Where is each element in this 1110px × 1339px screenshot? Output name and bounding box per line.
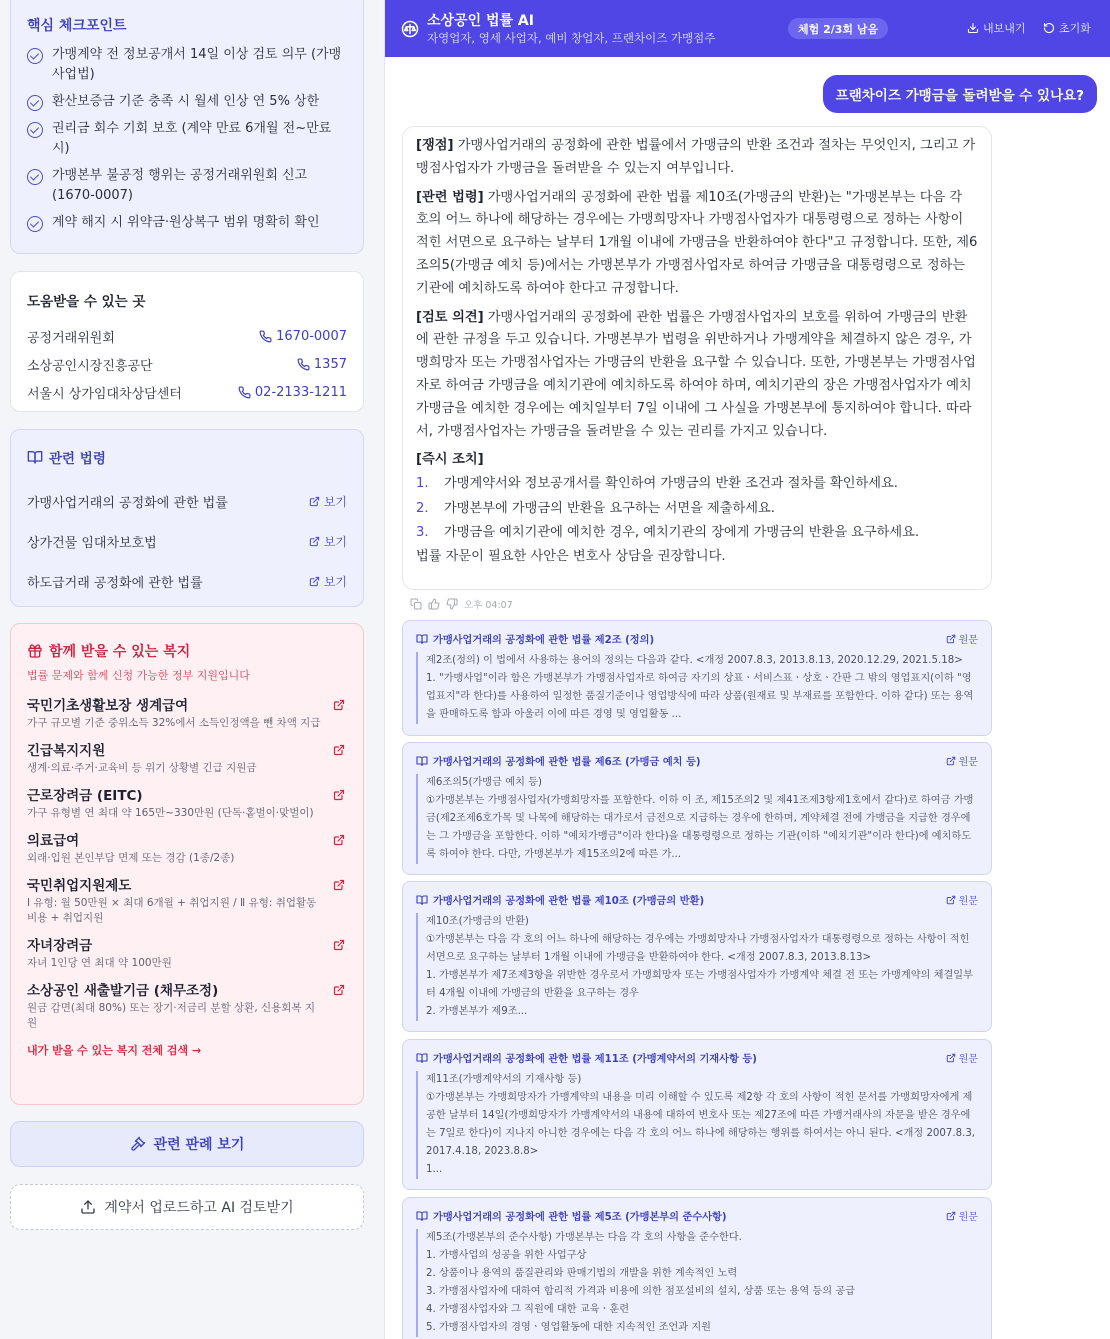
help-phone-link[interactable]	[259, 329, 347, 344]
chat-header-titles	[427, 12, 715, 46]
check-circle-icon	[27, 122, 43, 138]
checkpoint-item	[27, 45, 347, 85]
external-link-icon[interactable]	[333, 984, 345, 996]
source-original-link[interactable]	[946, 753, 978, 768]
welfare-item-desc: 외래·입원 본인부담 면제 또는 경감 (1종/2종)	[27, 852, 235, 864]
law-name: 하도급거래 공정화에 관한 법률	[27, 575, 203, 591]
upload-contract-label: 계약서 업로드하고 AI 검토받기	[104, 1200, 294, 1216]
source-title	[416, 631, 654, 646]
answer-review-label: [검토 의견]	[416, 309, 484, 325]
external-link-icon[interactable]	[333, 834, 345, 846]
reset-label: 초기화	[1059, 22, 1091, 35]
help-row	[27, 378, 347, 406]
download-icon	[967, 22, 979, 34]
answer-law-text: 가맹사업거래의 공정화에 관한 법률 제10조(가맹금의 반환)는 "가맹본부는 다음 각 호의 어느 하나에 해당하는 경우에는 가맹희망자나 가맹점사업자가 대통령령으로 정하는 사항이 적힌 서면으로 요구하는 날부터 1개월 이내에 가맹금을 반환하여야 한다"고 규정합니다. 또한, 제6조의5(가맹금 예치 등)에서는 가맹본부가 가맹점사업자로 하여금 가맹금을 대통령령으로 정하는 기관에 예치하도록 하여야 한다고 규정합니다.	[416, 189, 978, 296]
source-title	[416, 1050, 757, 1065]
source-card-header	[416, 631, 978, 646]
action-number: 2.	[416, 500, 429, 516]
check-circle-icon	[27, 48, 43, 64]
chat-panel	[384, 0, 1110, 1339]
welfare-item[interactable]	[27, 937, 347, 971]
law-view-label: 보기	[323, 534, 347, 549]
phone-icon	[259, 330, 272, 343]
action-text: 가맹금을 예치기관에 예치한 경우, 예치기관의 장에게 가맹금의 반환을 요구하세요.	[444, 525, 920, 541]
welfare-search-all-link[interactable]: 내가 받을 수 있는 복지 전체 검색 →	[27, 1044, 202, 1057]
source-card-header	[416, 892, 978, 907]
welfare-item-name: 자녀장려금	[27, 938, 93, 954]
thumbs-down-icon[interactable]	[446, 598, 458, 610]
welfare-subtitle: 법률 문제와 함께 신청 가능한 정부 지원입니다	[27, 669, 250, 682]
law-view-link[interactable]	[309, 573, 347, 590]
sidebar	[0, 0, 374, 1339]
action-text: 가맹계약서와 정보공개서를 확인하여 가맹금의 반환 조건과 절차를 확인하세요.	[444, 476, 898, 492]
copy-icon[interactable]	[410, 598, 422, 610]
source-card	[402, 1039, 992, 1190]
book-open-icon	[416, 755, 428, 767]
help-phone-number: 1357	[313, 356, 347, 372]
help-phone-number: 02-2133-1211	[254, 384, 347, 400]
help-org-name: 공정거래위원회	[27, 330, 115, 346]
external-link-icon	[309, 576, 320, 587]
checkpoint-text: 가맹본부 불공정 행위는 공정거래위원회 신고 (1670-0007)	[52, 168, 308, 203]
answer-issue-label: [쟁점]	[416, 138, 454, 153]
source-original-label: 원문	[958, 896, 978, 907]
law-row	[27, 521, 347, 561]
law-view-label: 보기	[323, 494, 347, 509]
checkpoint-text: 환산보증금 기준 충족 시 월세 인상 연 5% 상한	[52, 94, 320, 109]
external-link-icon	[946, 895, 956, 905]
checkpoint-text: 계약 해지 시 위약금·원상복구 범위 명확히 확인	[52, 215, 320, 230]
book-open-icon	[27, 449, 43, 465]
source-original-label: 원문	[958, 635, 978, 646]
answer-issue	[416, 135, 978, 181]
answer-closing: 법률 자문이 필요한 사안은 변호사 상담을 권장합니다.	[416, 548, 726, 564]
source-title-text: 가맹사업거래의 공정화에 관한 법률 제5조 (가맹본부의 준수사항)	[433, 1212, 727, 1223]
reset-button[interactable]	[1043, 20, 1091, 36]
message-time: 오후 04:07	[464, 600, 513, 611]
external-link-icon	[309, 536, 320, 547]
source-excerpt: 제6조의5(가맹금 예치 등) ①가맹본부는 가맹점사업자(가맹희망자를 포함한다. 이하 이 조, 제15조의2 및 제41조제3항제1호에서 같다)로 하여금 가맹금(제2조제6호가목 및 나목에 해당하는 대가로서 금전으로 지급하는 경우에 한하며, 계약체결 전에 가맹금을 지급한 경우에는 그 가맹금을 포함한다. 이하 "예치가맹금"이라 한다)을 대통령령으로 정하는 기관(이하 "예치기관"이라 한다)에 예치하도록 하여야 한다. 다만, 가맹본부가 제15조의2에 따른 가...	[416, 774, 978, 864]
welfare-item[interactable]	[27, 832, 347, 866]
thumbs-up-icon[interactable]	[428, 598, 440, 610]
checkpoint-text: 가맹계약 전 정보공개서 14일 이상 검토 의무 (가맹사업법)	[52, 47, 342, 82]
welfare-title: 함께 받을 수 있는 복지	[49, 644, 191, 660]
answer-law-label: [관련 법령]	[416, 189, 484, 205]
source-original-link[interactable]	[946, 1050, 978, 1065]
source-card-header	[416, 753, 978, 768]
source-card-header	[416, 1208, 978, 1223]
welfare-item[interactable]	[27, 877, 347, 926]
law-view-link[interactable]	[309, 533, 347, 550]
scale-logo-icon	[401, 20, 419, 38]
answer-review-text: 가맹사업거래의 공정화에 관한 법률은 가맹점사업자의 보호를 위하여 가맹금의 반환에 관한 규정을 두고 있습니다. 가맹본부가 법령을 위반하거나 가맹계약을 체결하지 않은 경우, 가맹희망자 또는 가맹점사업자는 가맹금의 반환을 요구할 수 있습니다. 또한, 가맹본부는 가맹점사업자로 하여금 가맹금을 예치기관에 예치하도록 하여야 하며, 예치기관의 장은 가맹점사업자가 예치가맹금을 예치한 경우에는 예치일부터 7일 이내에 그 사실을 가맹본부에 통지하여야 합니다. 따라서, 가맹점사업자는 가맹금을 돌려받을 수 있는 권리를 가지고 있습니다.	[416, 309, 976, 439]
checkpoint-text: 권리금 회수 기회 보호 (계약 만료 6개월 전~만료시)	[52, 121, 332, 156]
related-laws-header	[27, 447, 347, 467]
message-actions	[410, 597, 513, 611]
checkpoints-title: 핵심 체크포인트	[27, 18, 127, 34]
answer-review	[416, 307, 978, 444]
gavel-icon	[130, 1136, 146, 1152]
help-org-name: 서울시 상가임대차상담센터	[27, 386, 182, 402]
action-text: 가맹본부에 가맹금의 반환을 요구하는 서면을 제출하세요.	[444, 500, 775, 516]
source-original-link[interactable]	[946, 631, 978, 646]
source-title-text: 가맹사업거래의 공정화에 관한 법률 제2조 (정의)	[433, 635, 655, 646]
external-link-icon[interactable]	[333, 789, 345, 801]
source-excerpt: 제2조(정의) 이 법에서 사용하는 용어의 정의는 다음과 같다. <개정 2007.8.3, 2013.8.13, 2020.12.29, 2021.5.18> 1. "가맹사업"이라 함은 가맹본부가 가맹점사업자로 하여금 자기의 상표ㆍ서비스표ㆍ상호ㆍ간판 그 밖의 영업표지(이하 "영업표지"라 한다)를 사용하여 일정한 품질기준이나 영업방식에 따라 상품(원재료 및 부재료를 포함한다. 이하 같다) 또는 용역을 판매하도록 함과 아울러 이에 따른 경영 및 영업활동 ...	[416, 652, 978, 724]
answer-action-label: [즉시 조치]	[416, 452, 484, 468]
action-number: 3.	[416, 525, 429, 541]
checkpoints-card	[10, 0, 364, 254]
checkpoint-item	[27, 92, 347, 112]
upload-contract-button[interactable]	[10, 1184, 364, 1230]
answer-issue-text: 가맹사업거래의 공정화에 관한 법률에서 가맹금의 반환 조건과 절차는 무엇인지, 그리고 가맹점사업자가 가맹금을 돌려받을 수 있는지 여부입니다.	[416, 138, 976, 176]
related-laws-card	[10, 429, 364, 607]
source-card	[402, 881, 992, 1032]
app-subtitle: 자영업자, 영세 사업자, 예비 창업자, 프랜차이즈 가맹점주	[427, 30, 716, 45]
phone-icon	[297, 358, 310, 371]
export-label: 내보내기	[983, 22, 1026, 35]
refresh-icon	[1043, 22, 1055, 34]
checkpoint-item	[27, 119, 347, 159]
answer-action-heading	[416, 449, 978, 472]
source-original-label: 원문	[958, 1212, 978, 1223]
welfare-item-name: 의료급여	[27, 833, 80, 849]
law-row	[27, 481, 347, 521]
source-original-link[interactable]	[946, 892, 978, 907]
help-phone-link[interactable]	[297, 357, 347, 372]
welfare-item-name: 국민취업지원제도	[27, 878, 132, 894]
answer-action-list	[416, 472, 978, 546]
law-name: 상가건물 임대차보호법	[27, 535, 157, 551]
answer-law	[416, 187, 978, 301]
book-open-icon	[416, 633, 428, 645]
source-title-text: 가맹사업거래의 공정화에 관한 법률 제11조 (가맹계약서의 기재사항 등)	[433, 1054, 757, 1065]
welfare-header	[27, 641, 347, 661]
trial-badge: 체험 2/3회 남음	[788, 18, 888, 39]
welfare-item-desc: 자녀 1인당 연 최대 약 100만원	[27, 957, 172, 969]
help-org-name: 소상공인시장진흥공단	[27, 358, 153, 374]
source-excerpt: 제5조(가맹본부의 준수사항) 가맹본부는 다음 각 호의 사항을 준수한다. 1. 가맹사업의 성공을 위한 사업구상 2. 상품이나 용역의 품질관리와 판매기법의 개발을 위한 계속적인 노력 3. 가맹점사업자에 대하여 합리적 가격과 비용에 의한 점포설비의 설치, 상품 또는 용역 등의 공급 4. 가맹점사업자와 그 직원에 대한 교육ㆍ훈련 5. 가맹점사업자의 경영ㆍ영업활동에 대한 지속적인 조언과 지원	[416, 1229, 978, 1337]
source-card-header	[416, 1050, 978, 1065]
law-view-link[interactable]	[309, 493, 347, 510]
help-phone-number: 1670-0007	[276, 328, 347, 344]
source-excerpt: 제11조(가맹계약서의 기재사항 등) ①가맹본부는 가맹희망자가 가맹계약의 내용을 미리 이해할 수 있도록 제2항 각 호의 사항이 적힌 문서를 가맹희망자에게 제공한 날부터 14일(가맹희망자가 가맹계약서의 내용에 대하여 변호사 또는 제27조에 따른 가맹거래사의 자문을 받은 경우에는 7일로 한다)이 지나지 아니한 경우에는 다음 각 호의 어느 하나에 해당하는 행위를 하여서는 아니 된다. <개정 2007.8.3, 2017.4.18, 2023.8.8> 1...	[416, 1071, 978, 1179]
check-circle-icon	[27, 169, 43, 185]
welfare-item-name: 소상공인 새출발기금 (채무조정)	[27, 983, 219, 999]
welfare-item-name: 국민기초생활보장 생계급여	[27, 698, 189, 714]
source-card	[402, 620, 992, 736]
action-item	[416, 472, 978, 497]
welfare-item-desc: 생계·의료·주거·교육비 등 위기 상황별 긴급 지원금	[27, 762, 257, 774]
external-link-icon	[946, 1211, 956, 1221]
app-title: 소상공인 법률 AI	[427, 12, 534, 29]
book-open-icon	[416, 1210, 428, 1222]
welfare-item-desc: 가구 유형별 연 최대 약 165만~330만원 (단독·홑벌이·맞벌이)	[27, 807, 314, 819]
welfare-item-desc: Ⅰ 유형: 월 50만원 × 최대 6개월 + 취업지원 / Ⅱ 유형: 취업활동비용 + 취업지원	[27, 897, 317, 924]
phone-icon	[238, 386, 251, 399]
external-link-icon	[309, 496, 320, 507]
help-row	[27, 322, 347, 350]
action-number: 1.	[416, 476, 429, 492]
checkpoint-item	[27, 213, 347, 233]
export-button[interactable]	[967, 20, 1026, 36]
source-title-text: 가맹사업거래의 공정화에 관한 법률 제6조 (가맹금 예치 등)	[433, 757, 701, 768]
book-open-icon	[416, 1052, 428, 1064]
action-item	[416, 521, 978, 546]
upload-icon	[80, 1199, 96, 1215]
welfare-card	[10, 623, 364, 1105]
source-card	[402, 742, 992, 875]
view-precedents-label: 관련 판례 보기	[153, 1137, 245, 1153]
source-title-text: 가맹사업거래의 공정화에 관한 법률 제10조 (가맹금의 반환)	[433, 896, 705, 907]
chat-header	[385, 0, 1110, 57]
assistant-message	[402, 126, 992, 590]
help-phone-link[interactable]	[238, 385, 347, 400]
check-circle-icon	[27, 95, 43, 111]
external-link-icon	[946, 1053, 956, 1063]
help-row	[27, 350, 347, 378]
law-row	[27, 561, 347, 601]
view-precedents-button[interactable]	[10, 1121, 364, 1167]
source-title	[416, 753, 701, 768]
action-item	[416, 497, 978, 522]
checkpoint-item	[27, 166, 347, 206]
external-link-icon[interactable]	[333, 879, 345, 891]
external-link-icon	[946, 634, 956, 644]
welfare-item-name: 근로장려금 (EITC)	[27, 788, 143, 804]
external-link-icon[interactable]	[333, 939, 345, 951]
welfare-item[interactable]	[27, 697, 347, 731]
help-card	[10, 271, 364, 412]
check-circle-icon	[27, 216, 43, 232]
welfare-item-desc: 원금 감면(최대 80%) 또는 장기·저금리 분할 상환, 신용회복 지원	[27, 1002, 316, 1029]
law-view-label: 보기	[323, 574, 347, 589]
source-card	[402, 1197, 992, 1339]
external-link-icon[interactable]	[333, 744, 345, 756]
source-excerpt: 제10조(가맹금의 반환) ①가맹본부는 다음 각 호의 어느 하나에 해당하는 경우에는 가맹희망자나 가맹점사업자가 대통령령으로 정하는 사항이 적힌 서면으로 요구하는 날부터 1개월 이내에 가맹금을 반환하여야 한다. <개정 2007.8.3, 2013.8.13> 1. 가맹본부가 제7조제3항을 위반한 경우로서 가맹희망자 또는 가맹점사업자가 가맹계약 체결 전 또는 가맹계약의 체결일부터 4개월 이내에 가맹금의 반환을 요구하는 경우 2. 가맹본부가 제9조...	[416, 913, 978, 1021]
law-name: 가맹사업거래의 공정화에 관한 법률	[27, 495, 228, 511]
external-link-icon[interactable]	[333, 699, 345, 711]
welfare-item[interactable]	[27, 787, 347, 821]
help-title: 도움받을 수 있는 곳	[27, 294, 146, 310]
external-link-icon	[946, 756, 956, 766]
source-title	[416, 892, 704, 907]
source-title	[416, 1208, 727, 1223]
source-original-link[interactable]	[946, 1208, 978, 1223]
source-original-label: 원문	[958, 1054, 978, 1065]
welfare-item[interactable]	[27, 742, 347, 776]
welfare-item-name: 긴급복지지원	[27, 743, 106, 759]
source-original-label: 원문	[958, 757, 978, 768]
welfare-item-desc: 가구 규모별 기준 중위소득 32%에서 소득인정액을 뺀 차액 지급	[27, 717, 321, 729]
checkpoints-list	[27, 45, 347, 233]
book-open-icon	[416, 894, 428, 906]
welfare-item[interactable]	[27, 982, 347, 1031]
gift-icon	[27, 643, 43, 659]
related-laws-title: 관련 법령	[49, 451, 106, 467]
user-message: 프랜차이즈 가맹금을 돌려받을 수 있나요?	[823, 75, 1097, 113]
